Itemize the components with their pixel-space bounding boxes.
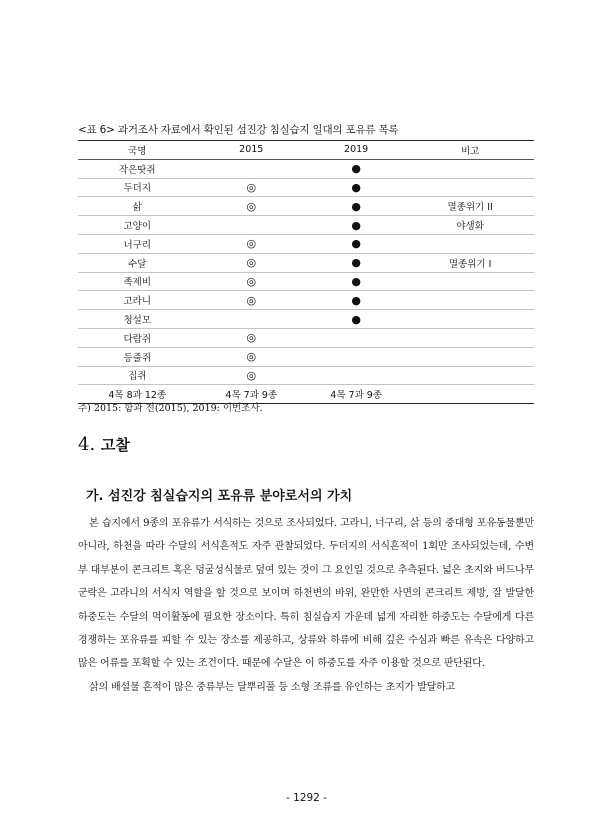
body-text — [78, 512, 534, 699]
cell-2019 — [306, 347, 406, 366]
cell-species: 등줄쥐 — [78, 347, 197, 366]
cell-2015 — [197, 159, 306, 178]
cell-2015 — [197, 216, 306, 235]
cell-remark — [406, 366, 534, 385]
header-species: 국명 — [78, 141, 197, 160]
cell-2015: ◎ — [197, 272, 306, 291]
cell-species: 삵 — [78, 197, 197, 216]
table-row — [78, 178, 534, 197]
table-row — [78, 366, 534, 385]
cell-2015: ◎ — [197, 347, 306, 366]
cell-2019: ● — [306, 197, 406, 216]
cell-2015: ◎ — [197, 178, 306, 197]
cell-remark — [406, 272, 534, 291]
table-row — [78, 347, 534, 366]
cell-2015: ◎ — [197, 366, 306, 385]
table-header-row — [78, 141, 534, 160]
table-row — [78, 253, 534, 272]
cell-2019: ● — [306, 178, 406, 197]
table-caption: <표 6> 과거조사 자료에서 확인된 섬진강 침실습지 일대의 포유류 목록 — [78, 124, 399, 136]
cell-2019 — [306, 366, 406, 385]
total-all: 4목 8과 12종 — [78, 385, 197, 404]
cell-2015 — [197, 310, 306, 329]
cell-species: 너구리 — [78, 234, 197, 253]
cell-remark: 멸종위기 II — [406, 197, 534, 216]
cell-remark — [406, 328, 534, 347]
total-2019: 4목 7과 9종 — [306, 385, 406, 404]
table-row — [78, 234, 534, 253]
cell-2015: ◎ — [197, 253, 306, 272]
cell-remark — [406, 291, 534, 310]
cell-2019 — [306, 328, 406, 347]
header-remark: 비고 — [406, 141, 534, 160]
cell-species: 집쥐 — [78, 366, 197, 385]
table-row — [78, 328, 534, 347]
cell-2019: ● — [306, 253, 406, 272]
cell-2019: ● — [306, 216, 406, 235]
cell-2015: ◎ — [197, 234, 306, 253]
table-row — [78, 159, 534, 178]
cell-species: 수달 — [78, 253, 197, 272]
total-remark — [406, 385, 534, 404]
section-title: 고찰 — [100, 436, 130, 454]
cell-species: 두더지 — [78, 178, 197, 197]
mammal-table — [78, 140, 534, 404]
cell-remark: 야생화 — [406, 216, 534, 235]
cell-remark — [406, 159, 534, 178]
cell-remark — [406, 347, 534, 366]
table-row — [78, 197, 534, 216]
cell-species: 족제비 — [78, 272, 197, 291]
section-heading — [78, 434, 130, 455]
cell-2015: ◎ — [197, 328, 306, 347]
paragraph: 본 습지에서 9종의 포유류가 서식하는 것으로 조사되었다. 고라니, 너구리, 삵 등의 중대형 포유동물뿐만 아니라, 하천을 따라 수달의 서식흔적도 자주 관찰되었다. 두더지의 서식흔적이 1회만 조사되었는데, 수변부 대부분이 콘크리트 혹은 덩굴성식물로 덮여 있는 것이 그 요인일 것으로 추측된다. 넓은 초지와 버드나무 군락은 고라니의 서식지 역할을 할 것으로 보이며 하천변의 바위, 완만한 사면의 콘크리트 제방, 잘 발달한 하중도는 수달의 먹이활동에 필요한 장소이다. 특히 침실습지 가운데 넓게 자리한 하중도는 수달에게 다른 경쟁하는 포유류를 피할 수 있는 장소를 제공하고, 상류와 하류에 비해 깊은 수심과 빠른 유속은 다양하고 많은 어류를 포획할 수 있는 조건이다. 때문에 수달은 이 하중도를 자주 이용할 것으로 판단된다. — [78, 518, 534, 670]
cell-remark: 멸종위기 I — [406, 253, 534, 272]
cell-remark — [406, 234, 534, 253]
cell-species: 청설모 — [78, 310, 197, 329]
header-2019: 2019 — [306, 141, 406, 160]
cell-2015: ◎ — [197, 291, 306, 310]
cell-species: 다람쥐 — [78, 328, 197, 347]
section-number: 4. — [78, 434, 96, 455]
cell-2019: ● — [306, 159, 406, 178]
cell-species: 고양이 — [78, 216, 197, 235]
page-number: - 1292 - — [286, 792, 327, 804]
table-row — [78, 272, 534, 291]
subsection-heading: 가. 섬진강 침실습지의 포유류 분야로서의 가치 — [86, 489, 353, 504]
table-note: 주) 2015: 함과 전(2015), 2019: 이번조사. — [78, 403, 263, 414]
cell-species: 작은땃쥐 — [78, 159, 197, 178]
header-2015: 2015 — [197, 141, 306, 160]
total-2015: 4목 7과 9종 — [197, 385, 306, 404]
cell-species: 고라니 — [78, 291, 197, 310]
cell-2019: ● — [306, 272, 406, 291]
table-row — [78, 310, 534, 329]
cell-2015: ◎ — [197, 197, 306, 216]
table-row — [78, 291, 534, 310]
cell-2019: ● — [306, 310, 406, 329]
cell-remark — [406, 310, 534, 329]
paragraph: 삵의 배설물 흔적이 많은 중류부는 달뿌리풀 등 소형 조류를 유인하는 초지가 발달하고 — [89, 681, 456, 693]
table-row — [78, 216, 534, 235]
cell-remark — [406, 178, 534, 197]
cell-2019: ● — [306, 234, 406, 253]
cell-2019: ● — [306, 291, 406, 310]
